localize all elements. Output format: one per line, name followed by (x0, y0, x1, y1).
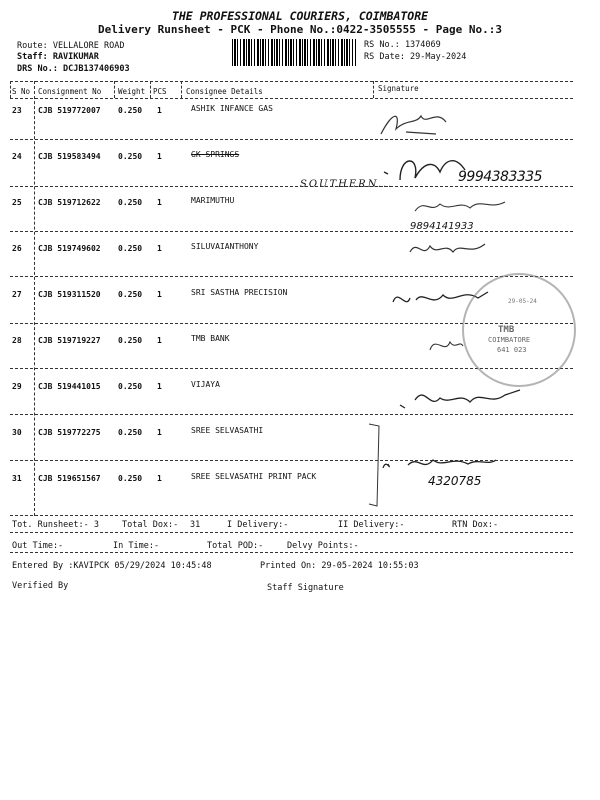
runsheet-subtitle: Delivery Runsheet - PCK - Phone No.:0422-3505555 - Page No.:3 (98, 23, 502, 36)
stamp-text: 641 023 (497, 346, 527, 354)
row-sno: 23 (12, 106, 22, 115)
rs-number: RS No.: 1374069 (364, 40, 441, 50)
table-header-rule (10, 98, 573, 99)
handwritten-phone-24: 9994383335 (458, 169, 543, 185)
table-bottom-rule (10, 515, 573, 516)
staff-label: Staff: RAVIKUMAR (17, 52, 99, 62)
row-consignee: SRI SASTHA PRECISION (191, 288, 288, 297)
row-consignment: CJB 519311520 (38, 290, 101, 299)
row-weight: 0.250 (118, 336, 143, 345)
row-weight: 0.250 (118, 244, 143, 253)
row-pcs: 1 (157, 290, 162, 299)
handwritten-note: SOUTHERN... (300, 179, 394, 190)
bank-stamp (462, 273, 576, 387)
rtn-dox: RTN Dox:- (452, 520, 499, 530)
row-rule (10, 139, 573, 140)
signature-29 (395, 380, 530, 420)
row-consignment: CJB 519441015 (38, 382, 101, 391)
row-sno: 26 (12, 244, 22, 253)
row-rule (10, 231, 573, 232)
row-sno: 25 (12, 198, 22, 207)
verified-by: Verified By (12, 581, 69, 591)
i-delivery: I Delivery:- (227, 520, 289, 530)
col-divider (114, 81, 115, 98)
row-sno: 29 (12, 382, 22, 391)
row-weight: 0.250 (118, 382, 143, 391)
row-consignment: CJB 519749602 (38, 244, 101, 253)
stamp-text: TMB (498, 325, 515, 335)
row-weight: 0.250 (118, 290, 143, 299)
row-rule (10, 276, 573, 277)
total-dox-value: 31 (190, 520, 201, 530)
col-divider (150, 81, 151, 98)
signature-25 (410, 196, 510, 218)
col-divider (34, 81, 35, 516)
row-consignment: CJB 519719227 (38, 336, 101, 345)
row-sno: 28 (12, 336, 22, 345)
row-weight: 0.250 (118, 106, 143, 115)
footer-rule (10, 552, 573, 553)
row-weight: 0.250 (118, 428, 143, 437)
delvy-points: Delvy Points:- (287, 541, 359, 551)
staff-signature: Staff Signature (267, 583, 344, 593)
total-dox-label: Total Dox:- (122, 520, 179, 530)
col-header-pcs: PCS (153, 87, 167, 96)
out-time: Out Time:- (12, 541, 64, 551)
row-pcs: 1 (157, 106, 162, 115)
route-label: Route: VELLALORE ROAD (17, 41, 125, 51)
row-pcs: 1 (157, 382, 162, 391)
row-consignee: VIJAYA (191, 380, 220, 389)
col-divider (373, 81, 374, 98)
row-consignee: ASHIK INFANCE GAS (191, 104, 273, 113)
row-consignee: SREE SELVASATHI (191, 426, 264, 435)
row-consignment: CJB 519772007 (38, 106, 101, 115)
stamp-text: COIMBATORE (488, 336, 531, 344)
row-consignee: MARIMUTHU (191, 196, 235, 205)
signature-28 (425, 330, 465, 360)
row-consignment: CJB 519583494 (38, 152, 101, 161)
signature-26 (405, 234, 495, 264)
row-pcs: 1 (157, 336, 162, 345)
row-consignment: CJB 519772275 (38, 428, 101, 437)
footer-rule (10, 532, 573, 533)
row-weight: 0.250 (118, 198, 143, 207)
col-header-consignee: Consignee Details (186, 87, 263, 96)
row-consignee: GK SPRINGS (191, 150, 240, 159)
company-title: THE PROFESSIONAL COURIERS, COIMBATORE (171, 9, 429, 23)
signature-24 (380, 150, 470, 190)
signature-23 (376, 104, 456, 144)
row-sno: 27 (12, 290, 22, 299)
col-header-weight: Weight (118, 87, 146, 96)
in-time: In Time:- (113, 541, 160, 551)
row-weight: 0.250 (118, 474, 143, 483)
col-header-sno: S No (12, 87, 31, 96)
row-pcs: 1 (157, 198, 162, 207)
barcode-image (232, 39, 356, 66)
entered-by: Entered By :KAVIPCK 05/29/2024 10:45:48 (12, 561, 212, 571)
total-runsheet: Tot. Runsheet:- 3 (12, 520, 99, 530)
row-rule (10, 186, 573, 187)
printed-on: Printed On: 29-05-2024 10:55:03 (260, 561, 419, 571)
rs-date: RS Date: 29-May-2024 (364, 52, 467, 62)
row-pcs: 1 (157, 474, 162, 483)
row-consignment: CJB 519712622 (38, 198, 101, 207)
stamp-text: 29-05-24 (508, 298, 537, 305)
handwritten-phone-25: 9894141933 (410, 221, 474, 232)
col-header-signature: Signature (378, 84, 419, 93)
drs-label: DRS No.: DCJB137406903 (17, 64, 130, 74)
table-top-rule (10, 81, 573, 82)
row-sno: 30 (12, 428, 22, 437)
row-consignee: SREE SELVASATHI PRINT PACK (191, 472, 317, 481)
col-header-consignment: Consignment No (38, 87, 102, 96)
row-pcs: 1 (157, 428, 162, 437)
row-weight: 0.250 (118, 152, 143, 161)
ii-delivery: II Delivery:- (338, 520, 405, 530)
row-consignee: TMB BANK (191, 334, 230, 343)
row-sno: 24 (12, 152, 22, 161)
row-pcs: 1 (157, 152, 162, 161)
row-consignee: SILUVAIANTHONY (191, 242, 259, 251)
handwritten-phone-31: 4320785 (428, 474, 482, 488)
row-pcs: 1 (157, 244, 162, 253)
total-pod: Total POD:- (207, 541, 264, 551)
row-sno: 31 (12, 474, 22, 483)
col-divider (10, 81, 11, 98)
col-divider (181, 81, 182, 98)
row-consignment: CJB 519651567 (38, 474, 101, 483)
